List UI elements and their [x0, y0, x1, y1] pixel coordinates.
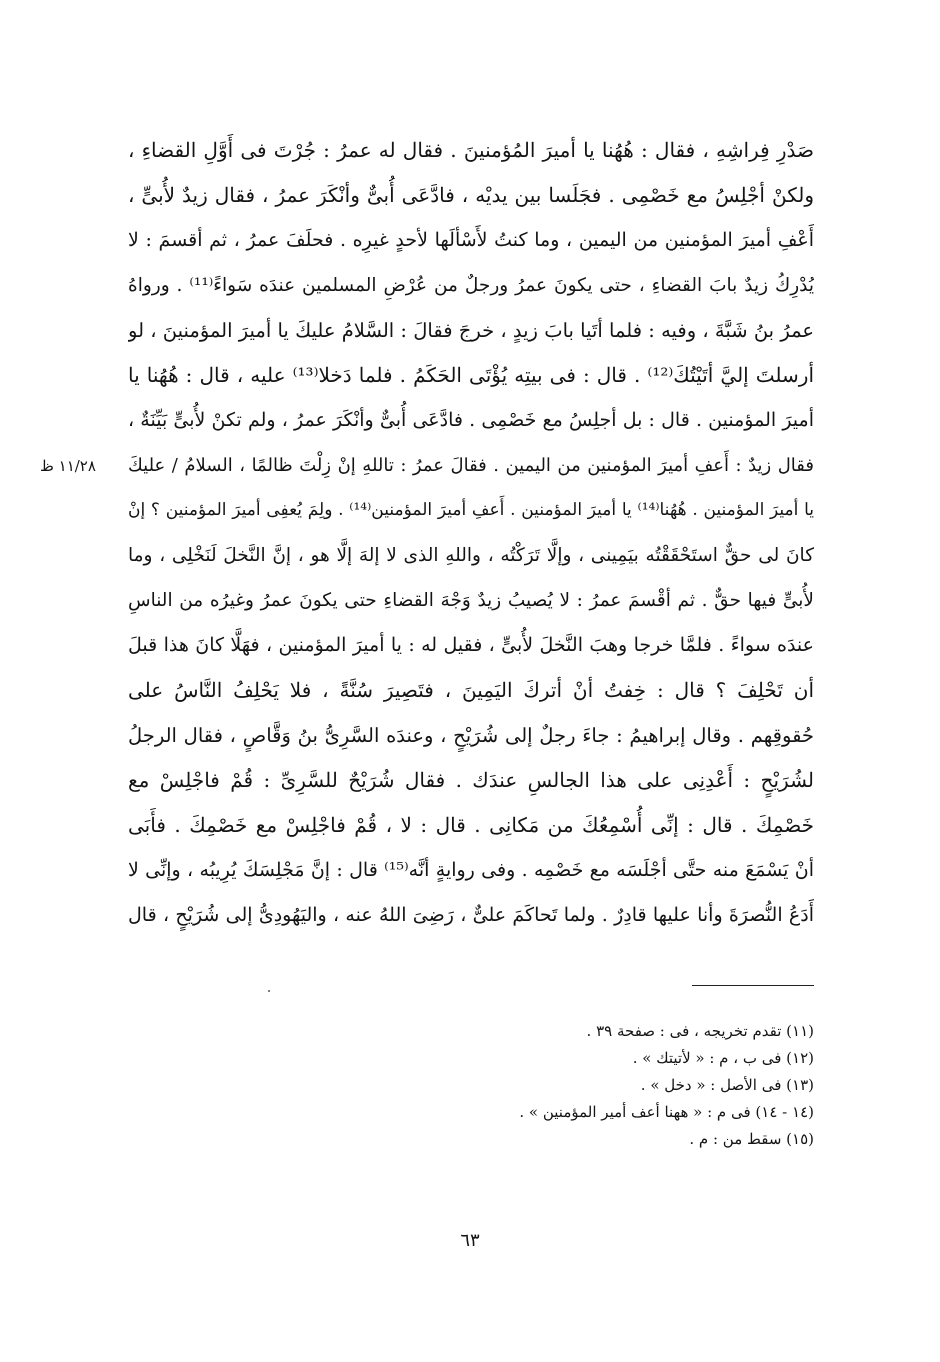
text-line: عندَه سواءً . فلمَّا خرجا وهبَ النَّخلَ لأُبىٍّ ، فقيل له : يا أميرَ المؤمنين ، فهَلَّا كانَ هذا قبلَ [128, 634, 814, 656]
text-line: خَصْمِكَ . قال : إنِّى أُسْمِعُكَ من مَكانِى . قال : لا ، قُمْ فاجْلِسْ مع خَصْمِكَ . فأَبَى [128, 813, 814, 837]
text-line: يُدْرِكُ زيدٌ بابَ القضاءِ ، حتى يكونَ عمرُ ورجلٌ من عُرْضِ المسلمين عندَه سَواءً⁽¹¹⁾ . ورواهُ [128, 275, 814, 296]
text-line: أنْ يَسْمَعَ منه حتَّى أجْلَسَه مع خَصْمِه . وفى روايةٍ أنَّه⁽¹⁵⁾ قال : إنَّ مَجْلِسَكَ يُرِيبُه ، وإنِّى لا [128, 859, 814, 881]
text-line: عمرُ بنُ شَبَّةَ ، وفيه : فلما أتَيا بابَ زيدٍ ، خرجَ فقالَ : السَّلامُ عليكَ يا أميرَ المؤمنينَ ، لو [128, 319, 814, 342]
footnote: (١٢) فى ب ، م : « لأتيتك » . [632, 1049, 814, 1067]
main-body-text [128, 128, 814, 938]
scan-speck [268, 990, 270, 992]
manuscript-folio-note: ١١/٢٨ ظ [40, 457, 96, 475]
text-line: لشُرَيْحٍ : أَعْدِنِى على هذا الجالسِ عندَك . فقال شُرَيْحٌ للسَّرِىِّ : قُمْ فاجْلِسْ مع [128, 768, 814, 792]
footnote: (١٤ - ١٤) فى م : « ههنا أعف أمير المؤمنين » . [519, 1103, 814, 1121]
text-line: أَدَعُ النُّصرَةَ وأنا عليها قادِرٌ . ولما تَحاكَمَ علىٌّ ، رَضِىَ اللهُ عنه ، واليَهُودِىُّ إلى شُرَيْحٍ ، قال [128, 904, 814, 926]
footnotes [460, 1018, 814, 1153]
text-line: ولكنْ أجْلِسُ مع خَصْمِى . فجَلَسا بين يديْه ، فادَّعَى أُبىٌّ وأنْكَرَ عمرُ ، فقال زيدٌ لأُبىٍّ ، [128, 183, 814, 207]
page-number: ٦٣ [460, 1230, 480, 1251]
text-line: أن تَحْلِفَ ؟ قال : خِفتُ أنْ أتركَ اليَمِينَ ، فتَصِيرَ سُنَّةً ، فلا يَحْلِفُ النَّاسُ على [128, 678, 814, 702]
text-line: كانَ لى حقٌّ استَحْقَقْتُه بيَمِينى ، وإلَّا تَرَكْتُه ، واللهِ الذى لا إلهَ إلَّا هو ، إنَّ النَّخلَ لَنَخْلِى ، وما [128, 545, 814, 566]
text-line: أَعْفِ أميرَ المؤمنين من اليمين ، وما كنتُ لأَسْألَها لأحدٍ غيرِه . فحلَفَ عمرُ ، ثم أقسمَ : لا [128, 229, 814, 251]
text-line: حُقوقِهم . وقال إبراهيمُ : جاءَ رجلٌ إلى شُرَيْحٍ ، وعندَه السَّرِىُّ بنُ وَقَّاصٍ ، فقال الرجلُ [128, 724, 814, 747]
footnote-separator [692, 985, 814, 986]
text-line: صَدْرِ فِراشِهِ ، فقال : هُهُنا يا أميرَ المُؤمنينَ . فقال له عمرُ : جُرْتَ فى أَوَّلِ القضاءِ ، [128, 138, 814, 162]
footnote: (١٥) سقط من : م . [689, 1130, 814, 1148]
text-line: أرسلتَ إليَّ أتَيْتُكَ⁽¹²⁾ . قال : فى بيتِه يُؤْتَى الحَكَمُ . فلما دَخلا⁽¹³⁾ عليه ، قال : هُهُنا يا [128, 363, 814, 387]
text-line: أميرَ المؤمنين . قال : بل أجلِسُ مع خَصْمِى . فادَّعَى أُبىٌّ وأنْكَرَ عمرُ ، ولم تكنْ لأُبىٍّ بَيِّنَةٌ ، [128, 409, 814, 431]
text-line: لأُبىٍّ فيها حقٌّ . ثم أقْسمَ عمرُ : لا يُصيبُ زيدٌ وَجْهَ القضاءِ حتى يكونَ عمرُ وغيرُه من الناسِ [128, 590, 814, 611]
text-line: فقال زيدٌ : أَعفِ أميرَ المؤمنين من اليمين . فقالَ عمرُ : تاللهِ إنْ زِلْتَ ظالمًا ، السلامُ / عليكَ [128, 455, 814, 476]
footnote: (١٣) فى الأصل : « دخل » . [640, 1076, 814, 1094]
footnote: (١١) تقدم تخريجه ، فى : صفحة ٣٩ . [586, 1022, 814, 1040]
text-line: يا أميرَ المؤمنين . هُهُنا⁽¹⁴⁾ يا أميرَ المؤمنين . أَعفِ أميرَ المؤمنين⁽¹⁴⁾ . ولِمَ يُعفِى أميرَ المؤمنين ؟ إنْ [128, 500, 814, 520]
